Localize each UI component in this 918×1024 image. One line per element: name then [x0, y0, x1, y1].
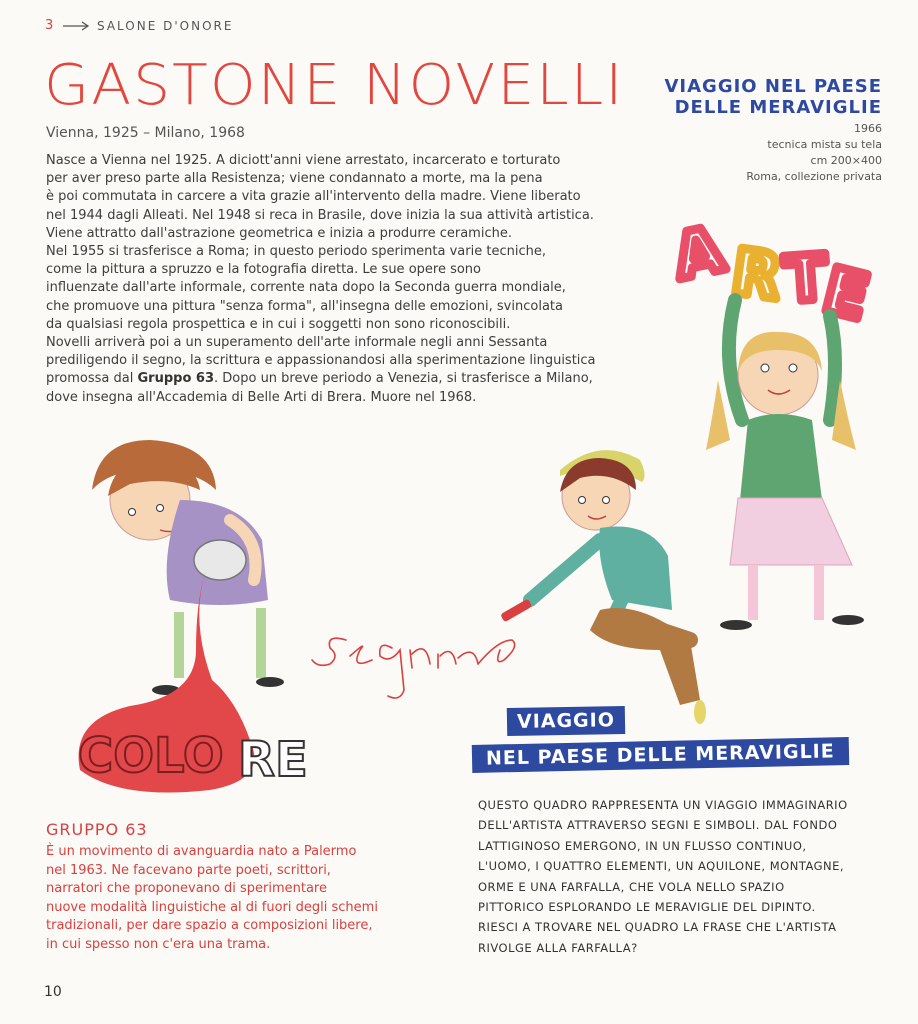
viaggio-line: PITTORICO ESPLORANDO LE MERAVIGLIE DEL DIPINTO.: [478, 900, 816, 915]
girl-holding-arte-illustration: [706, 300, 864, 630]
bio-line: Novelli arriverà poi a un superamento dell'arte informale negli anni Sessanta: [46, 335, 548, 351]
viaggio-line: ORME E UNA FARFALLA, CHE VOLA NELLO SPAZIO: [478, 879, 785, 894]
colore-word-part2: RE: [238, 732, 308, 788]
viaggio-line: RIVOLGE ALLA FARFALLA?: [478, 940, 638, 955]
artwork-year: 1966: [854, 122, 882, 135]
bio-line: prediligendo il segno, la scrittura e appassionandosi alla sperimentazione linguistica: [46, 353, 596, 369]
gruppo63-line: nuove modalità linguistiche al di fuori degli schemi: [46, 899, 378, 915]
arte-letter-e: E: [816, 253, 876, 335]
colore-word-part1: COLO: [78, 728, 224, 784]
artist-dates: Vienna, 1925 – Milano, 1968: [46, 125, 245, 141]
viaggio-line: DELL'ARTISTA ATTRAVERSO SEGNI E SIMBOLI. DAL FONDO: [478, 818, 838, 833]
viaggio-line: QUESTO QUADRO RAPPRESENTA UN VIAGGIO IMMAGINARIO: [478, 798, 848, 812]
artist-name: GASTONE NOVELLI: [44, 53, 625, 118]
bio-line: influenzate dall'arte informale, corrente nata dopo la Seconda guerra mondiale,: [46, 280, 566, 296]
colore-word-illustration: [78, 728, 308, 788]
bio-line: che promuove una pittura "senza forma", all'insegna delle emozioni, svincolata: [46, 298, 563, 314]
viaggio-line: RIESCI A TROVARE NEL QUADRO LA FRASE CHE L'ARTISTA: [478, 920, 837, 935]
bio-text: . Dopo un breve periodo a Venezia, si trasferisce a Milano,: [214, 371, 593, 387]
boy-drawing-illustration: [500, 450, 706, 724]
section-number: 3: [45, 18, 54, 33]
bio-line: Nasce a Vienna nel 1925. A diciott'anni viene arrestato, incarcerato e torturato: [46, 153, 561, 168]
gruppo63-line: tradizionali, per dare spazio a composizioni libere,: [46, 918, 373, 934]
arte-letters-illustration: [667, 212, 875, 334]
gruppo63-heading: GRUPPO 63: [46, 820, 148, 839]
bio-line: come la pittura a spruzzo e la fotografia diretta. Le sue opere sono: [46, 262, 482, 278]
artwork-technique: tecnica mista su tela: [767, 138, 882, 151]
bio-line: dove insegna all'Accademia di Belle Arti di Brera. Muore nel 1968.: [46, 389, 477, 405]
bio-line: Viene attratto dall'astrazione geometrica e inizia a produrre ceramiche.: [46, 225, 512, 241]
arte-letter-a: A: [667, 212, 730, 294]
gruppo63-line: in cui spesso non c'era una trama.: [46, 936, 271, 952]
gruppo63-link-text: Gruppo 63: [137, 371, 214, 387]
viaggio-line: LATTIGINOSO EMERGONO, IN UN FLUSSO CONTINUO,: [478, 838, 807, 853]
bio-line: per aver preso parte alla Resistenza; viene condannato a morte, ma la pena: [46, 171, 543, 187]
bio-line: nel 1944 dagli Alleati. Nel 1948 si reca in Brasile, dove inizia la sua attività artistica.: [46, 207, 594, 223]
artwork-title-line: DELLE MERAVIGLIE: [674, 97, 882, 118]
artwork-collection: Roma, collezione privata: [746, 170, 882, 183]
artwork-size: cm 200×400: [810, 154, 882, 167]
gruppo63-line: narratori che proponevano di sperimentare: [46, 881, 327, 897]
gruppo63-text: [46, 843, 416, 955]
viaggio-tag-line1: VIAGGIO: [507, 706, 625, 736]
gruppo63-line: nel 1963. Ne facevano parte poeti, scrittori,: [46, 862, 331, 878]
arte-letter-r: R: [727, 234, 786, 314]
bio-line: è poi commutata in carcere a vita grazie all'intervento della madre. Viene liberato: [46, 189, 581, 205]
viaggio-line: L'UOMO, I QUATTRO ELEMENTI, UN AQUILONE, MONTAGNE,: [478, 859, 845, 874]
artwork-title-line: VIAGGIO NEL PAESE: [664, 76, 882, 97]
page-number: 10: [44, 984, 62, 1000]
viaggio-tag-line2: NEL PAESE DELLE MERAVIGLIE: [472, 737, 849, 773]
segno-handwriting-illustration: [312, 638, 515, 698]
arte-letter-t: T: [782, 240, 830, 317]
section-name: SALONE D'ONORE: [97, 19, 234, 33]
bio-text: promossa dal: [46, 371, 138, 387]
bio-line: da qualsiasi regola prospettica e in cui i soggetti non sono riconoscibili.: [46, 316, 511, 332]
gruppo63-line: È un movimento di avanguardia nato a Palermo: [46, 844, 357, 859]
bio-line: Nel 1955 si trasferisce a Roma; in questo periodo sperimenta varie tecniche,: [46, 244, 546, 260]
viaggio-description: [478, 795, 878, 958]
